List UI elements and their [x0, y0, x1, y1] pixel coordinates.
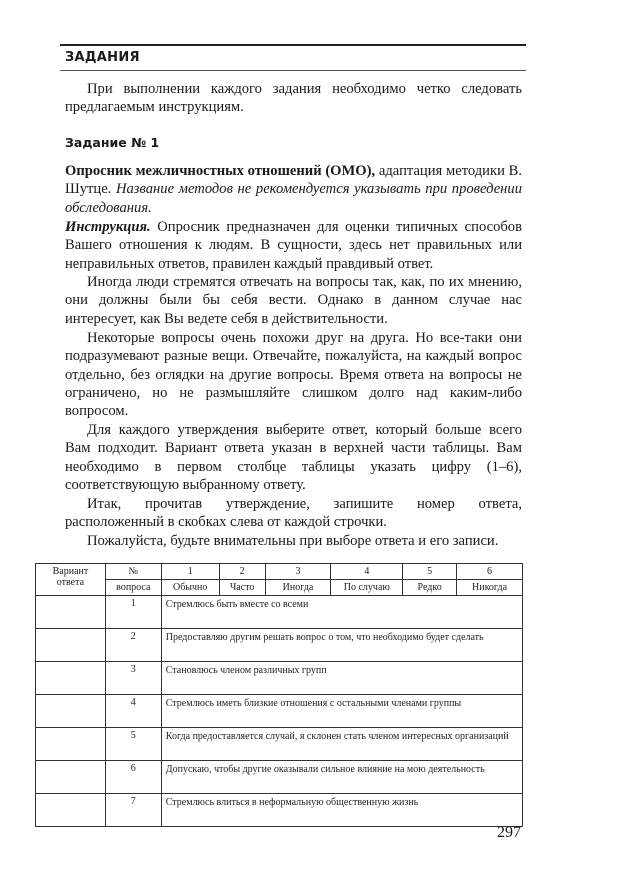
item-number: 7	[105, 794, 161, 827]
item-number: 3	[105, 662, 161, 695]
paragraph-4: Итак, прочитав утверждение, запишите номер ответа, расположенный в скобках слева от каждой строчки.	[65, 496, 522, 531]
questionnaire-note: Название методов не рекомендуется указывать при проведении обследования.	[65, 181, 522, 216]
option-5-label: Редко	[403, 580, 457, 596]
num-header-line2: вопроса	[105, 580, 161, 596]
option-6-label: Никогда	[457, 580, 523, 596]
task-title: Задание № 1	[65, 135, 160, 150]
table-header-row-2	[36, 580, 523, 596]
option-6-number: 6	[457, 564, 523, 580]
table-row	[36, 761, 523, 794]
instruction-paragraph	[65, 218, 522, 273]
option-4-label: По случаю	[331, 580, 403, 596]
paragraph-5: Пожалуйста, будьте внимательны при выборе ответа и его записи.	[87, 533, 499, 549]
paragraph-2: Некоторые вопросы очень похожи друг на друга. Но все-таки они подразумевают разные вещи. Отвечайте, пожалуйста, на каждый вопрос отдельно, без оглядки на другие вопросы. Время ответа на вопросы не ограничено, но не размышляйте слишком долго над каким-либо вопросом.	[65, 330, 522, 420]
item-number: 1	[105, 596, 161, 629]
option-3-label: Иногда	[265, 580, 331, 596]
header-top-rule	[60, 44, 526, 46]
item-statement: Стремлюсь иметь близкие отношения с остальными членами группы	[161, 695, 522, 728]
answer-cell[interactable]	[36, 695, 106, 728]
table-header-row-1	[36, 564, 523, 580]
questionnaire-paragraph	[65, 162, 522, 217]
table-row	[36, 596, 523, 629]
item-statement: Становлюсь членом различных групп	[161, 662, 522, 695]
table-row	[36, 728, 523, 761]
survey-table	[35, 563, 523, 827]
item-statement: Стремлюсь влиться в неформальную общественную жизнь	[161, 794, 522, 827]
instruction-text: Опросник предназначен для оценки типичных способов Вашего отношения к людям. В сущности, здесь нет правильных или неправильных ответов, правилен каждый правдивый ответ.	[65, 219, 522, 272]
item-number: 6	[105, 761, 161, 794]
paragraph-1: Иногда люди стремятся отвечать на вопросы так, как, по их мнению, они должны были бы себя вести. Однако в данном случае нас интересует, как Вы ведете себя в действительности.	[65, 274, 522, 327]
table-row	[36, 662, 523, 695]
item-number: 2	[105, 629, 161, 662]
table-row	[36, 794, 523, 827]
answer-cell[interactable]	[36, 596, 106, 629]
option-1-number: 1	[161, 564, 219, 580]
item-number: 4	[105, 695, 161, 728]
answer-cell[interactable]	[36, 662, 106, 695]
item-statement: Предоставляю другим решать вопрос о том, что необходимо будет сделать	[161, 629, 522, 662]
option-3-number: 3	[265, 564, 331, 580]
questionnaire-name: Опросник межличностных отношений (ОМО),	[65, 163, 376, 179]
questionnaire-attribution: адаптация методики В. Шутце.	[65, 163, 522, 198]
item-statement: Допускаю, чтобы другие оказывали сильное влияние на мою деятельность	[161, 761, 522, 794]
answer-cell[interactable]	[36, 629, 106, 662]
paragraph-3: Для каждого утверждения выберите ответ, который больше всего Вам подходит. Вариант ответа указан в верхней части таблицы. Вам необходимо в первом столбце таблицы указать цифру (1–6), соответствующую выбранному ответу.	[65, 422, 522, 493]
num-header: №	[105, 564, 161, 580]
variant-header: Вариант ответа	[36, 564, 106, 596]
page-number: 297	[497, 824, 521, 841]
option-2-label: Часто	[219, 580, 265, 596]
answer-cell[interactable]	[36, 728, 106, 761]
instruction-label: Инструкция.	[65, 219, 151, 235]
header-bottom-rule	[60, 70, 526, 71]
option-1-label: Обычно	[161, 580, 219, 596]
table-row	[36, 629, 523, 662]
answer-cell[interactable]	[36, 794, 106, 827]
answer-cell[interactable]	[36, 761, 106, 794]
item-number: 5	[105, 728, 161, 761]
table-row	[36, 695, 523, 728]
item-statement: Когда предоставляется случай, я склонен стать членом интересных организаций	[161, 728, 522, 761]
option-2-number: 2	[219, 564, 265, 580]
item-statement: Стремлюсь быть вместе со всеми	[161, 596, 522, 629]
option-5-number: 5	[403, 564, 457, 580]
option-4-number: 4	[331, 564, 403, 580]
section-title: ЗАДАНИЯ	[65, 50, 140, 65]
intro-paragraph: При выполнении каждого задания необходимо четко следовать предлагаемым инструкциям.	[65, 81, 522, 116]
